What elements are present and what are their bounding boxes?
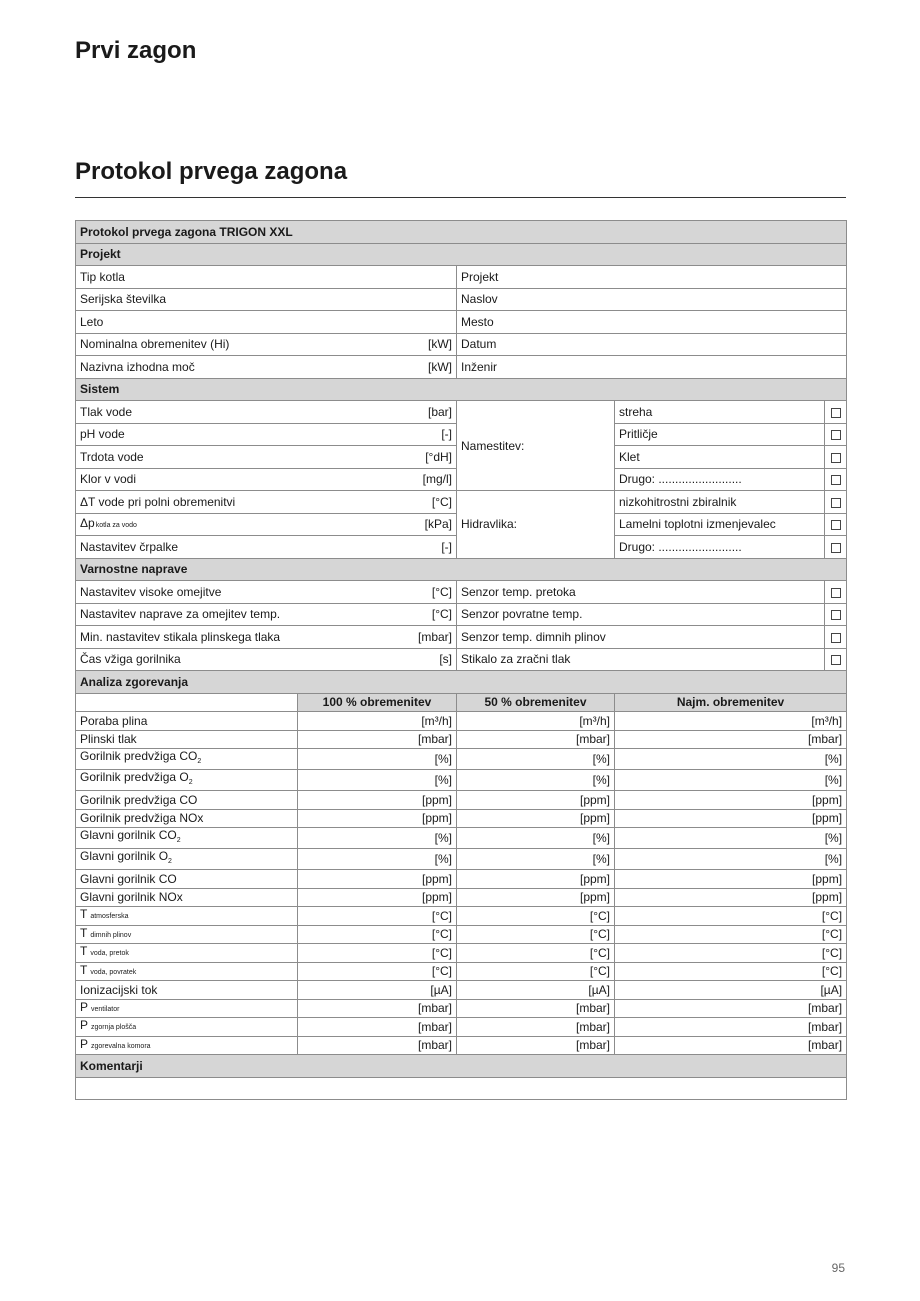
- parameter-label-text: Leto: [80, 314, 104, 329]
- checkbox-cell: [825, 468, 847, 491]
- analysis-label-text: P: [80, 999, 89, 1014]
- value-cell-min[interactable]: [°C]: [615, 907, 847, 926]
- value-cell-min[interactable]: [m³/h]: [615, 712, 847, 731]
- parameter-cell[interactable]: [76, 626, 457, 649]
- value-cell-min[interactable]: [%]: [615, 770, 847, 791]
- unit-label: [bar]: [427, 404, 452, 419]
- unit-label: [-]: [441, 539, 452, 554]
- unit-label: [°C]: [431, 584, 452, 599]
- table-row: [76, 1077, 847, 1100]
- parameter-label-text: Min. nastavitev stikala plinskega tlaka: [80, 629, 281, 644]
- hydraulics-option: Lamelni toplotni izmenjevalec: [615, 513, 825, 536]
- table-row: [76, 626, 847, 649]
- title-divider: [75, 197, 846, 198]
- table-row: [76, 1018, 847, 1037]
- section-header-project: Projekt: [76, 243, 847, 266]
- parameter-cell[interactable]: [76, 468, 457, 491]
- table-row: [76, 770, 847, 791]
- value-cell-50[interactable]: [ppm]: [457, 870, 615, 889]
- subscript: 2: [168, 858, 172, 865]
- analysis-label-text: Gorilnik predvžiga CO: [80, 749, 198, 763]
- parameter-cell[interactable]: [76, 333, 457, 356]
- analysis-label-text: Gorilnik predvžiga NOx: [80, 811, 204, 826]
- commissioning-protocol-table: [75, 220, 847, 1100]
- analysis-row-label: [76, 944, 298, 963]
- checkbox-cell: [825, 491, 847, 514]
- value-cell-50[interactable]: [%]: [457, 749, 615, 770]
- analysis-label-text: Glavni gorilnik O: [80, 849, 169, 863]
- analysis-row-label: [76, 962, 298, 981]
- analysis-row-label: [76, 770, 298, 791]
- hydraulics-option: nizkohitrostni zbiralnik: [615, 491, 825, 514]
- table-row: [76, 491, 847, 514]
- column-header-100: 100 % obremenitev: [298, 693, 457, 712]
- parameter-cell[interactable]: [76, 603, 457, 626]
- table-row: [76, 581, 847, 604]
- analysis-row-label: [76, 907, 298, 926]
- safety-sensor-label: Senzor temp. pretoka: [457, 581, 825, 604]
- checkbox-cell: [825, 446, 847, 469]
- parameter-label: [80, 472, 136, 486]
- analysis-label-text: Gorilnik predvžiga O: [80, 770, 189, 784]
- analysis-label-text: P: [80, 1018, 89, 1033]
- parameter-label: [80, 607, 280, 621]
- unit-label: [-]: [441, 427, 452, 442]
- analysis-row-label: [76, 712, 298, 731]
- table-row: [76, 749, 847, 770]
- value-cell-100[interactable]: [m³/h]: [298, 712, 457, 731]
- checkbox-cell: [825, 581, 847, 604]
- project-field[interactable]: Inženir: [457, 356, 847, 379]
- installation-option: Klet: [615, 446, 825, 469]
- value-cell-50[interactable]: [°C]: [457, 925, 615, 944]
- parameter-label: [80, 652, 181, 666]
- table-row: [76, 907, 847, 926]
- checkbox-cell: [825, 536, 847, 559]
- subscript-label: voda, povratek: [90, 968, 137, 976]
- parameter-label-sub: kotla za vodo: [95, 521, 137, 529]
- value-cell-min[interactable]: [ppm]: [615, 870, 847, 889]
- analysis-label-text: Glavni gorilnik CO: [80, 871, 177, 886]
- analysis-label-text: T: [80, 962, 88, 977]
- parameter-label: [80, 292, 166, 306]
- value-cell-100[interactable]: [%]: [298, 849, 457, 870]
- value-cell-100[interactable]: [°C]: [298, 944, 457, 963]
- table-row: [76, 1036, 847, 1055]
- table-row: [76, 925, 847, 944]
- value-cell-100[interactable]: [%]: [298, 770, 457, 791]
- project-field[interactable]: Mesto: [457, 311, 847, 334]
- parameter-label-text: Klor v vodi: [80, 472, 137, 487]
- parameter-label-text: Δp: [80, 515, 95, 530]
- parameter-cell[interactable]: [76, 648, 457, 671]
- value-cell-min[interactable]: [µA]: [615, 981, 847, 1000]
- value-cell-50[interactable]: [°C]: [457, 944, 615, 963]
- subscript: 2: [176, 837, 181, 844]
- value-cell-min[interactable]: [°C]: [615, 962, 847, 981]
- value-cell-100[interactable]: [mbar]: [298, 730, 457, 749]
- unit-label: [s]: [439, 652, 452, 667]
- safety-checkbox[interactable]: [831, 633, 841, 643]
- parameter-label-text: pH vode: [80, 427, 125, 442]
- analysis-row-label: [76, 999, 298, 1018]
- section-header-analysis: Analiza zgorevanja: [76, 671, 847, 694]
- value-cell-50[interactable]: [ppm]: [457, 888, 615, 907]
- unit-label: [mbar]: [417, 629, 452, 644]
- parameter-label-text: Nazivna izhodna moč: [80, 359, 195, 374]
- table-row: [76, 962, 847, 981]
- installation-checkbox[interactable]: [831, 408, 841, 418]
- table-row: [76, 288, 847, 311]
- table-row: [76, 693, 847, 712]
- table-row: [76, 828, 847, 849]
- value-cell-50[interactable]: [mbar]: [457, 999, 615, 1018]
- section-title: Protokol prvega zagona: [75, 158, 348, 185]
- page-heading: Prvi zagon: [75, 37, 197, 64]
- value-cell-100[interactable]: [%]: [298, 749, 457, 770]
- checkbox-cell: [825, 603, 847, 626]
- table-row: [76, 849, 847, 870]
- checkbox-cell: [825, 401, 847, 424]
- value-cell-50[interactable]: [°C]: [457, 907, 615, 926]
- subscript: 2: [197, 758, 202, 765]
- value-cell-50[interactable]: [ppm]: [457, 809, 615, 828]
- value-cell-min[interactable]: [%]: [615, 828, 847, 849]
- value-cell-100[interactable]: [ppm]: [298, 791, 457, 810]
- value-cell-100[interactable]: [%]: [298, 828, 457, 849]
- analysis-row-label: [76, 791, 298, 810]
- unit-label: [°C]: [431, 607, 452, 622]
- unit-label: [kPa]: [424, 517, 452, 532]
- safety-checkbox[interactable]: [831, 655, 841, 665]
- parameter-cell[interactable]: [76, 423, 457, 446]
- analysis-corner-cell: [76, 693, 298, 712]
- subscript-label: atmosferska: [90, 913, 129, 921]
- table-title: Protokol prvega zagona TRIGON XXL: [76, 221, 847, 244]
- analysis-row-label: [76, 981, 298, 1000]
- unit-label: [°dH]: [425, 449, 452, 464]
- value-cell-min[interactable]: [mbar]: [615, 999, 847, 1018]
- section-header-system: Sistem: [76, 378, 847, 401]
- table-row: [76, 266, 847, 289]
- analysis-label-text: T: [80, 907, 88, 922]
- value-cell-min[interactable]: [mbar]: [615, 1018, 847, 1037]
- parameter-label-text: Nastavitev naprave za omejitev temp.: [80, 607, 281, 622]
- hydraulics-label: Hidravlika:: [457, 491, 615, 559]
- parameter-cell[interactable]: [76, 311, 457, 334]
- project-field[interactable]: Projekt: [457, 266, 847, 289]
- unit-label: [°C]: [431, 494, 452, 509]
- table-row: [76, 311, 847, 334]
- table-row: [76, 401, 847, 424]
- value-cell-100[interactable]: [°C]: [298, 907, 457, 926]
- parameter-cell[interactable]: [76, 288, 457, 311]
- safety-sensor-label: Senzor temp. dimnih plinov: [457, 626, 825, 649]
- parameter-label: [80, 360, 195, 374]
- parameter-label: [80, 337, 229, 351]
- page-number: 95: [831, 1261, 845, 1275]
- value-cell-50[interactable]: [m³/h]: [457, 712, 615, 731]
- parameter-label: [80, 427, 125, 441]
- installation-option: Drugo: .........................: [615, 468, 825, 491]
- parameter-cell[interactable]: [76, 356, 457, 379]
- hydraulics-checkbox[interactable]: [831, 520, 841, 530]
- analysis-row-label: [76, 1036, 298, 1055]
- table-row: [76, 1055, 847, 1078]
- analysis-label-text: Gorilnik predvžiga CO: [80, 792, 198, 807]
- table-row: [76, 981, 847, 1000]
- table-row: [76, 730, 847, 749]
- analysis-label-text: Glavni gorilnik NOx: [80, 890, 183, 905]
- value-cell-min[interactable]: [ppm]: [615, 791, 847, 810]
- table-row: [76, 221, 847, 244]
- parameter-cell[interactable]: [76, 581, 457, 604]
- table-row: [76, 870, 847, 889]
- value-cell-50[interactable]: [mbar]: [457, 1018, 615, 1037]
- safety-checkbox[interactable]: [831, 610, 841, 620]
- analysis-label-text: P: [80, 1036, 89, 1051]
- parameter-cell[interactable]: [76, 266, 457, 289]
- value-cell-100[interactable]: [ppm]: [298, 888, 457, 907]
- analysis-label-text: T: [80, 925, 88, 940]
- installation-option: streha: [615, 401, 825, 424]
- subscript: 2: [188, 779, 193, 786]
- parameter-cell[interactable]: [76, 446, 457, 469]
- table-row: [76, 944, 847, 963]
- subscript-label: ventilator: [91, 1005, 120, 1013]
- parameter-cell[interactable]: [76, 491, 457, 514]
- installation-option: Pritličje: [615, 423, 825, 446]
- parameter-label: [80, 405, 132, 419]
- parameter-label-text: Nastavitev črpalke: [80, 539, 179, 554]
- value-cell-50[interactable]: [µA]: [457, 981, 615, 1000]
- table-row: [76, 671, 847, 694]
- value-cell-50[interactable]: [ppm]: [457, 791, 615, 810]
- table-row: [76, 558, 847, 581]
- analysis-row-label: [76, 828, 298, 849]
- project-field[interactable]: Naslov: [457, 288, 847, 311]
- unit-label: [mg/l]: [422, 472, 452, 487]
- value-cell-min[interactable]: [°C]: [615, 925, 847, 944]
- table-row: [76, 791, 847, 810]
- table-row: [76, 809, 847, 828]
- value-cell-100[interactable]: [mbar]: [298, 1018, 457, 1037]
- table-row: [76, 888, 847, 907]
- value-cell-100[interactable]: [°C]: [298, 962, 457, 981]
- value-cell-100[interactable]: [ppm]: [298, 809, 457, 828]
- installation-label: Namestitev:: [457, 401, 615, 491]
- comments-area[interactable]: [76, 1077, 847, 1100]
- value-cell-100[interactable]: [mbar]: [298, 1036, 457, 1055]
- hydraulics-checkbox[interactable]: [831, 498, 841, 508]
- parameter-label-text: Serijska številka: [80, 292, 167, 307]
- table-row: [76, 712, 847, 731]
- installation-checkbox[interactable]: [831, 475, 841, 485]
- analysis-row-label: [76, 730, 298, 749]
- parameter-cell[interactable]: [76, 513, 457, 536]
- parameter-label: [80, 630, 280, 644]
- checkbox-cell: [825, 648, 847, 671]
- column-header-50: 50 % obremenitev: [457, 693, 615, 712]
- parameter-label: [80, 450, 144, 464]
- analysis-row-label: [76, 870, 298, 889]
- table-row: [76, 333, 847, 356]
- analysis-label-text: Ionizacijski tok: [80, 982, 158, 997]
- parameter-label-text: Nastavitev visoke omejitve: [80, 584, 222, 599]
- parameter-label-text: Tip kotla: [80, 269, 125, 284]
- parameter-label: [80, 315, 103, 329]
- value-cell-50[interactable]: [mbar]: [457, 1036, 615, 1055]
- analysis-row-label: [76, 888, 298, 907]
- hydraulics-checkbox[interactable]: [831, 543, 841, 553]
- analysis-row-label: [76, 1018, 298, 1037]
- value-cell-50[interactable]: [°C]: [457, 962, 615, 981]
- value-cell-50[interactable]: [mbar]: [457, 730, 615, 749]
- value-cell-min[interactable]: [ppm]: [615, 809, 847, 828]
- value-cell-100[interactable]: [mbar]: [298, 999, 457, 1018]
- subscript-label: voda, pretok: [90, 950, 129, 958]
- parameter-label: [80, 270, 125, 284]
- unit-label: [kW]: [428, 337, 452, 352]
- checkbox-cell: [825, 423, 847, 446]
- installation-checkbox[interactable]: [831, 453, 841, 463]
- value-cell-100[interactable]: [ppm]: [298, 870, 457, 889]
- analysis-label-text: Glavni gorilnik CO: [80, 828, 177, 842]
- parameter-label-text: Čas vžiga gorilnika: [80, 652, 181, 667]
- column-header-min: Najm. obremenitev: [615, 693, 847, 712]
- subscript-label: zgornja plošča: [91, 1024, 137, 1032]
- parameter-label: [80, 585, 221, 599]
- parameter-label-text: Trdota vode: [80, 449, 144, 464]
- analysis-row-label: [76, 925, 298, 944]
- project-field[interactable]: Datum: [457, 333, 847, 356]
- table-row: [76, 603, 847, 626]
- hydraulics-option: Drugo: .........................: [615, 536, 825, 559]
- value-cell-50[interactable]: [%]: [457, 849, 615, 870]
- analysis-row-label: [76, 749, 298, 770]
- value-cell-50[interactable]: [%]: [457, 770, 615, 791]
- parameter-label-text: Nominalna obremenitev (Hi): [80, 337, 230, 352]
- unit-label: [kW]: [428, 359, 452, 374]
- table-row: [76, 999, 847, 1018]
- analysis-label-text: T: [80, 944, 88, 959]
- installation-checkbox[interactable]: [831, 430, 841, 440]
- value-cell-100[interactable]: [°C]: [298, 925, 457, 944]
- value-cell-min[interactable]: [°C]: [615, 944, 847, 963]
- value-cell-100[interactable]: [µA]: [298, 981, 457, 1000]
- subscript-label: dimnih plinov: [90, 931, 132, 939]
- value-cell-min[interactable]: [mbar]: [615, 1036, 847, 1055]
- parameter-label: [80, 516, 137, 533]
- safety-sensor-label: Senzor povratne temp.: [457, 603, 825, 626]
- value-cell-50[interactable]: [%]: [457, 828, 615, 849]
- table-row: [76, 243, 847, 266]
- parameter-label-text: ΔT vode pri polni obremenitvi: [80, 494, 236, 509]
- safety-sensor-label: Stikalo za zračni tlak: [457, 648, 825, 671]
- value-cell-min[interactable]: [mbar]: [615, 730, 847, 749]
- section-header-comments: Komentarji: [76, 1055, 847, 1078]
- table-row: [76, 378, 847, 401]
- checkbox-cell: [825, 513, 847, 536]
- table-row: [76, 648, 847, 671]
- subscript-label: zgorevalna komora: [91, 1042, 151, 1050]
- analysis-label-text: Plinski tlak: [80, 732, 137, 747]
- parameter-label: [80, 495, 235, 509]
- value-cell-min[interactable]: [%]: [615, 749, 847, 770]
- analysis-label-text: Poraba plina: [80, 713, 148, 728]
- parameter-cell[interactable]: [76, 401, 457, 424]
- value-cell-min[interactable]: [ppm]: [615, 888, 847, 907]
- table-row: [76, 356, 847, 379]
- parameter-cell[interactable]: [76, 536, 457, 559]
- parameter-label-text: Tlak vode: [80, 404, 133, 419]
- analysis-row-label: [76, 849, 298, 870]
- safety-checkbox[interactable]: [831, 588, 841, 598]
- value-cell-min[interactable]: [%]: [615, 849, 847, 870]
- checkbox-cell: [825, 626, 847, 649]
- analysis-row-label: [76, 809, 298, 828]
- parameter-label: [80, 540, 178, 554]
- section-header-safety: Varnostne naprave: [76, 558, 847, 581]
